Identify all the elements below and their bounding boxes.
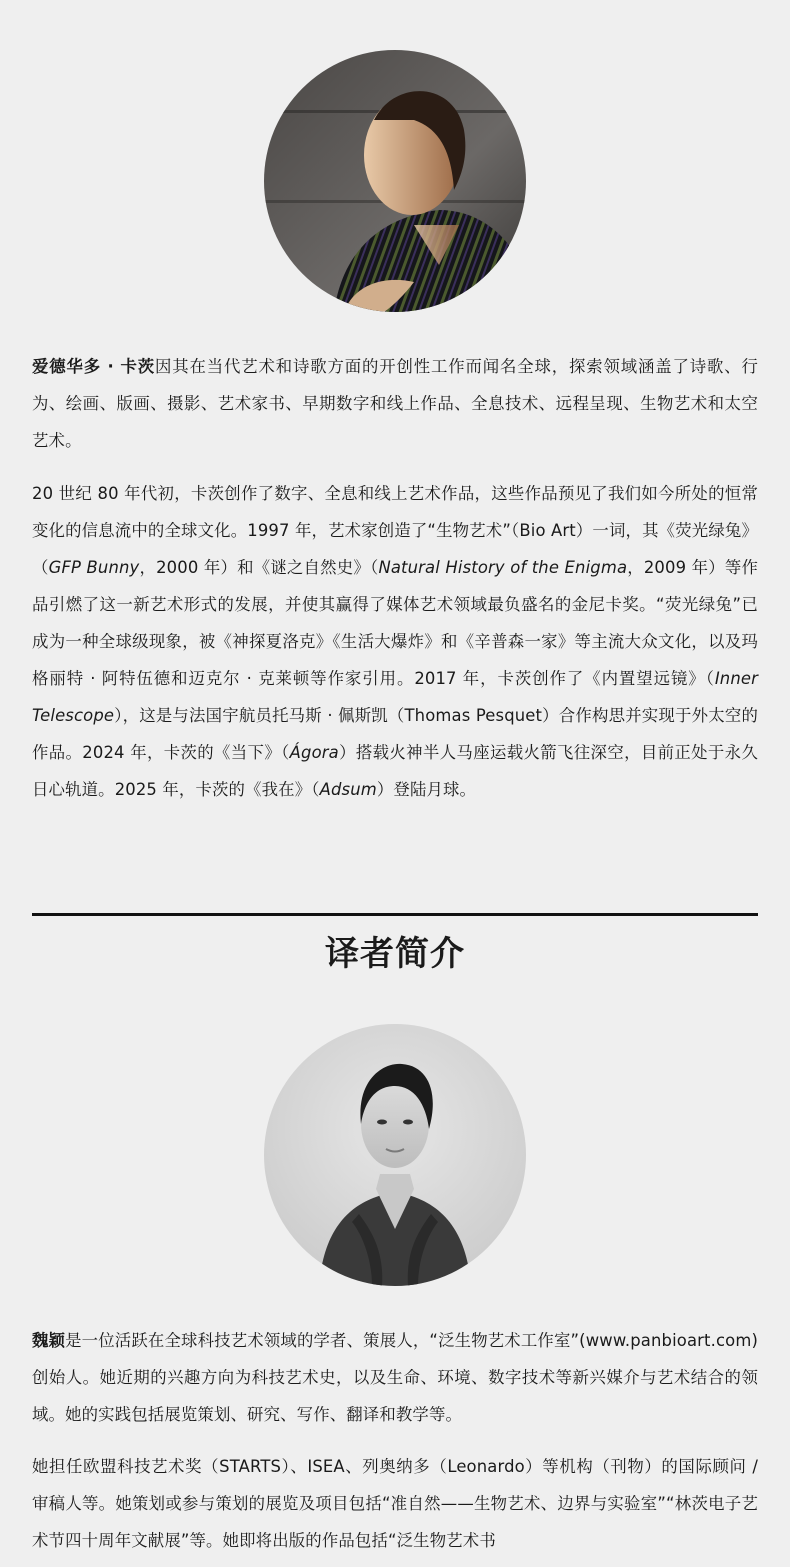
author-bio-paragraph-1 [32,348,758,459]
translator-name: 魏颖 [32,1331,66,1350]
work-title-agora: Ágora [289,743,339,762]
work-title-natural-history: Natural History of the Enigma [378,558,628,577]
author-bio-2-text-5: ）搭载火神半人马座运载火箭飞往深空，目前正处于永久日心轨道。2025 年，卡茨的《我在》（ [32,743,758,799]
translator-bio-paragraph-1 [32,1322,758,1433]
author-bio-2-text-1: 20 世纪 80 年代初，卡茨创作了数字、全息和线上艺术作品，这些作品预见了我们如今所处的恒常变化的信息流中的全球文化。1997 年，艺术家创造了“生物艺术”（Bio Art）一词，其《荧光绿兔》（ [32,484,758,577]
author-bio-2-text-6: ）登陆月球。 [376,780,477,799]
author-bio-2-text-2: ，2000 年）和《谜之自然史》（ [139,558,379,577]
translator-bio-paragraph-2: 她担任欧盟科技艺术奖（STARTS）、ISEA、列奥纳多（Leonardo）等机构（刊物）的国际顾问 / 审稿人等。她策划或参与策划的展览及项目包括“准自然——生物艺术、边界与实验室”“林茨电子艺术节四十周年文献展”等。她即将出版的作品包括“泛生物艺术书 [32,1457,758,1550]
author-portrait-image [264,50,526,312]
author-portrait [264,50,526,312]
translator-portrait [264,1024,526,1286]
work-title-gfp-bunny: GFP Bunny [48,558,140,577]
author-bio-2-text-3: ，2009 年）等作品引燃了这一新艺术形式的发展，并使其赢得了媒体艺术领域最负盛名的金尼卡奖。“荧光绿兔”已成为一种全球级现象，被《神探夏洛克》《生活大爆炸》和《辛普森一家》等主流大众文化，以及玛格丽特 · 阿特伍德和迈克尔 · 克莱顿等作家引用。2017 年，卡茨创作了《内置望远镜》（ [32,558,758,688]
author-name: 爱德华多 · 卡茨 [32,357,155,376]
author-bio-paragraph-2 [32,475,758,808]
author-bio-2-text-4: ），这是与法国宇航员托马斯 · 佩斯凯（Thomas Pesquet）合作构思并实现于外太空的作品。2024 年，卡茨的《当下》（ [32,706,758,762]
author-bio-1-text: 因其在当代艺术和诗歌方面的开创性工作而闻名全球，探索领域涵盖了诗歌、行为、绘画、版画、摄影、艺术家书、早期数字和线上作品、全息技术、远程呈现、生物艺术和太空艺术。 [32,357,758,450]
translator-bio-1-text: 是一位活跃在全球科技艺术领域的学者、策展人，“泛生物艺术工作室”(www.panbioart.com) 创始人。她近期的兴趣方向为科技艺术史，以及生命、环境、数字技术等新兴媒介与艺术结合的领域。她的实践包括展览策划、研究、写作、翻译和教学等。 [32,1331,758,1424]
translator-portrait-image [264,1024,526,1286]
section-divider [32,913,758,916]
work-title-inner-telescope: Inner Telescope [32,669,758,725]
work-title-adsum: Adsum [319,780,377,799]
translator-section-title: 译者简介 [325,934,465,974]
